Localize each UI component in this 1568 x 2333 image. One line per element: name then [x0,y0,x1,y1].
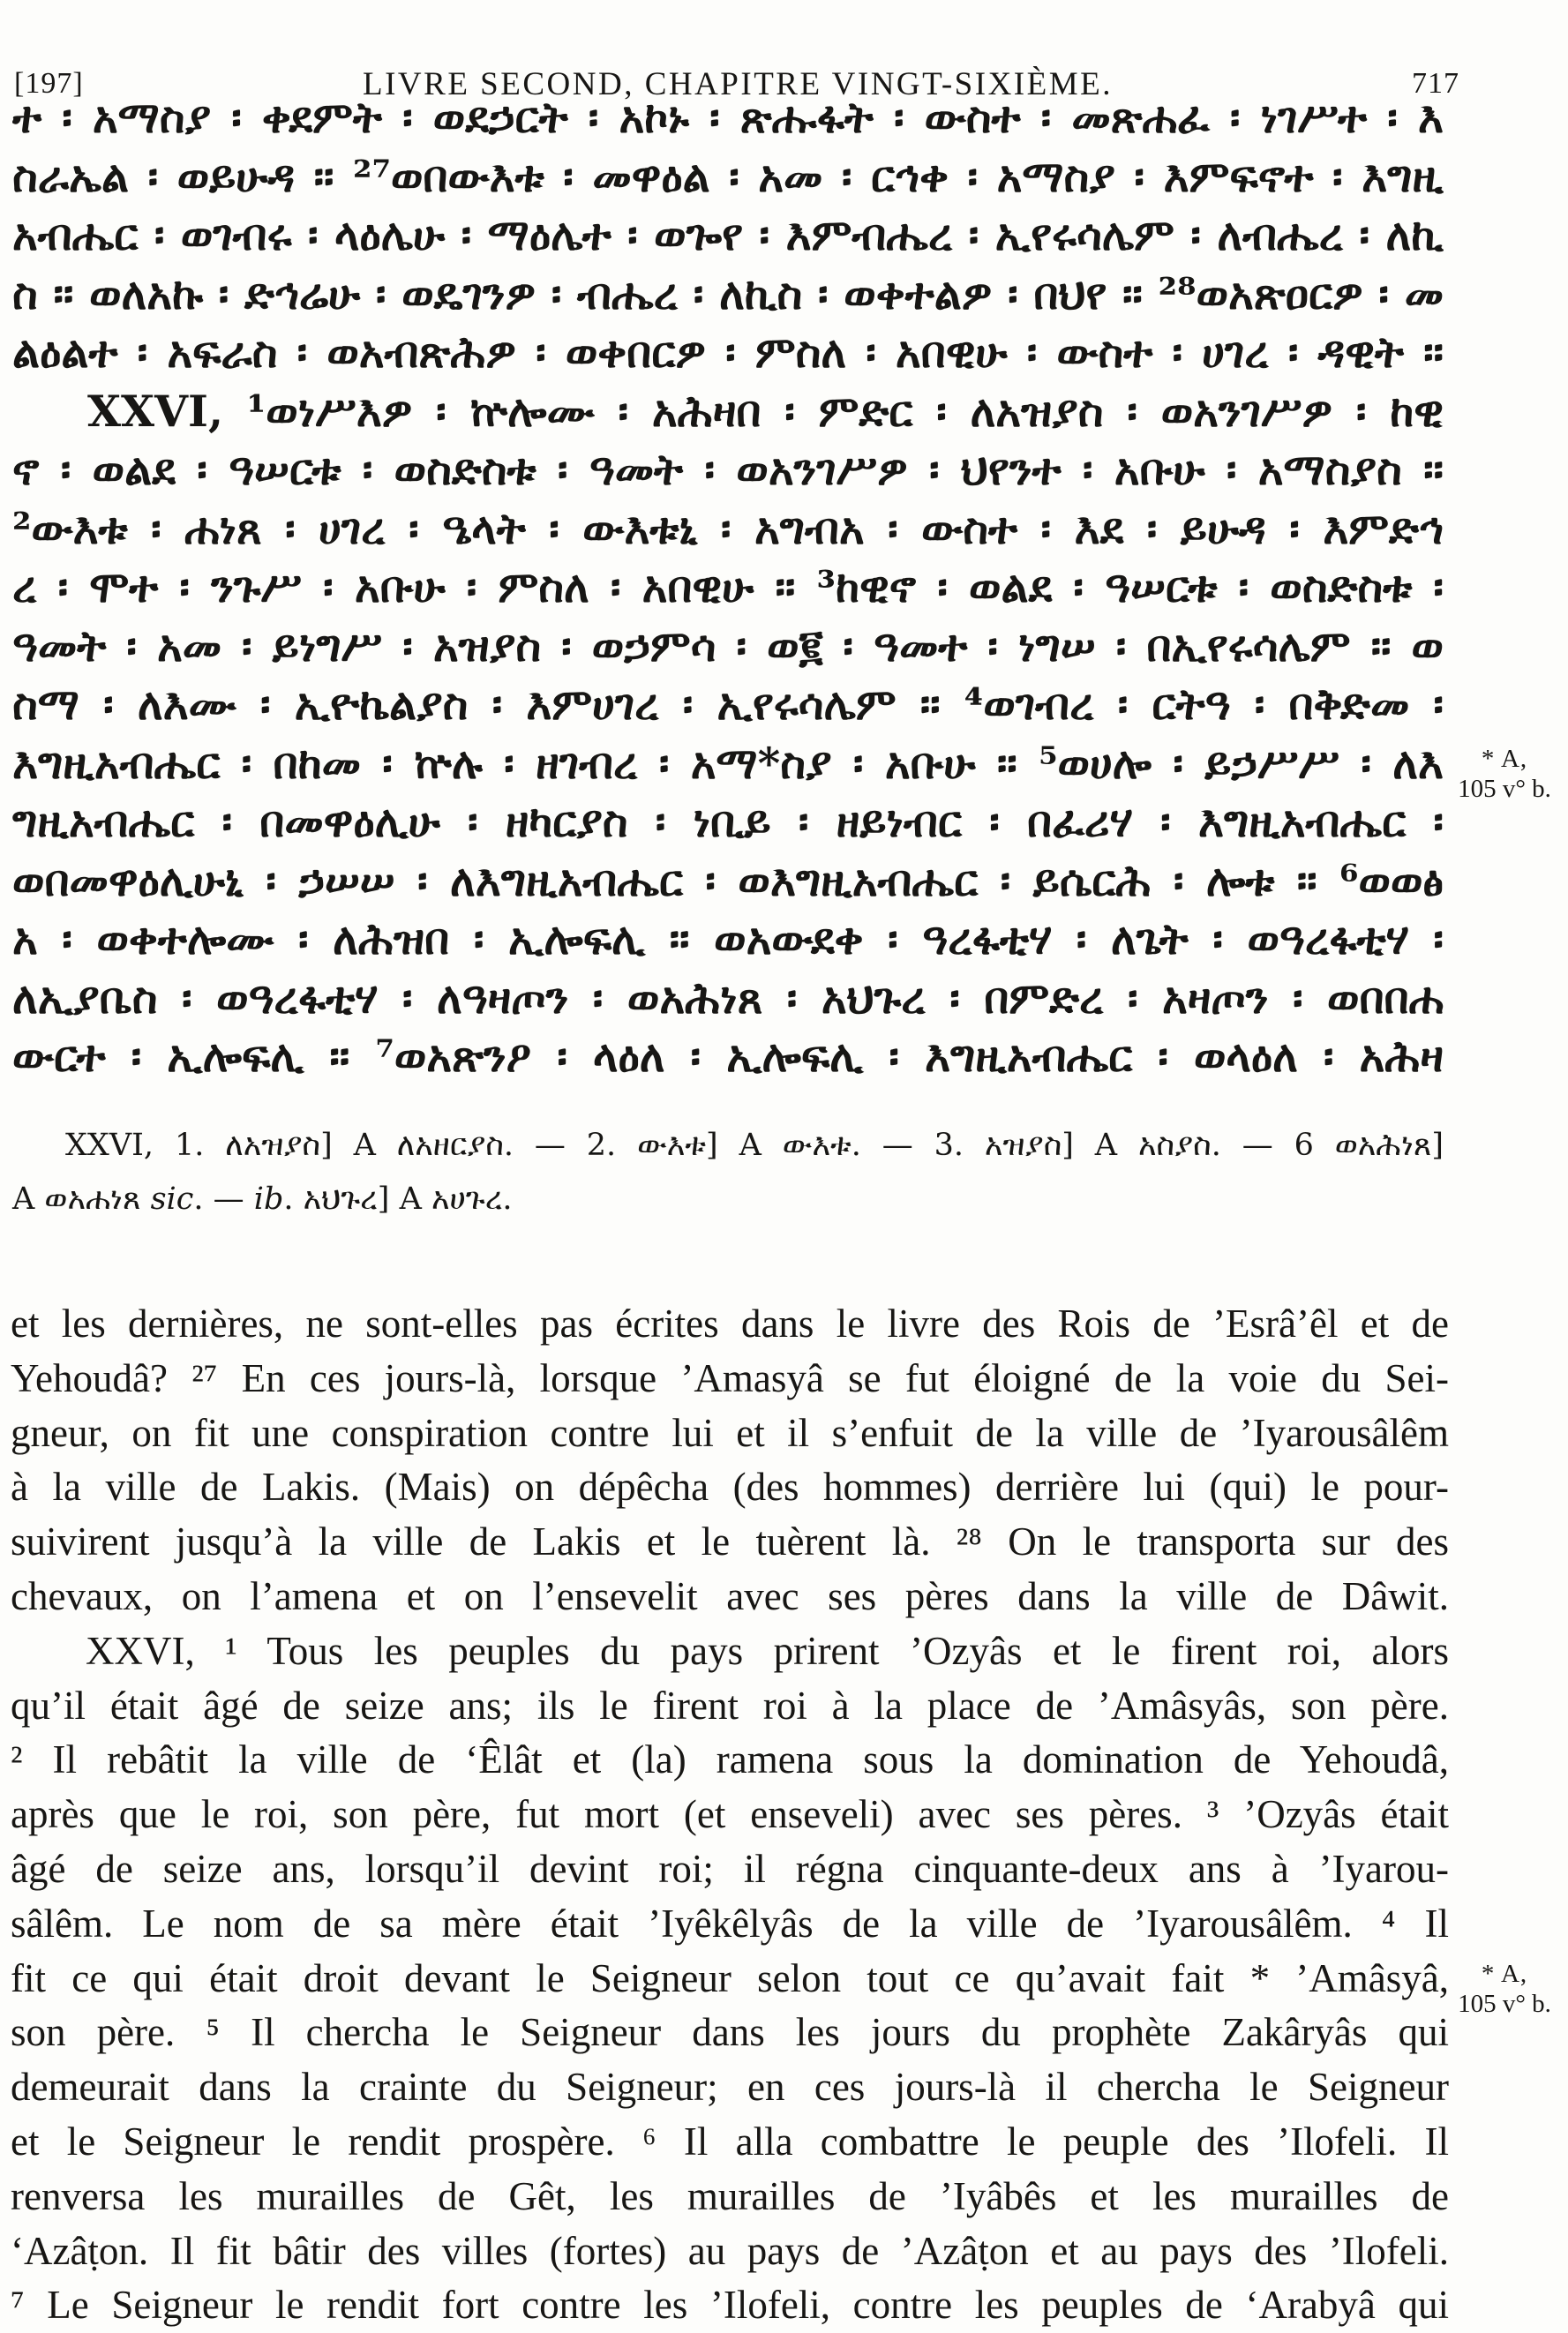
manuscript-siglum: * A, [1481,1960,1528,1988]
translation-line: Yehoudâ? ²⁷ En ces jours-là, lorsque ’Amasyâ se fut éloigné de la voie du Sei- [11,1355,1449,1400]
folio-reference: 105 v° b. [1458,775,1551,803]
geez-line: ልዕልተ ፡ አፍራስ ፡ ወአብጽሕዎ ፡ ወቀበርዎ ፡ ምስለ ፡ አበዊሁ ፡ ውስተ ፡ ሀገረ ፡ ዳዊት ። [12,326,1444,378]
french-translation-block [11,1297,1449,2333]
translation-line: son père. ⁵ Il chercha le Seigneur dans les jours du prophète Zakâryâs qui [11,2010,1449,2055]
translation-line: ‘Azâṭon. Il fit bâtir des villes (fortes) au pays de ’Azâṭon et au pays des ’Ilofeli. [11,2228,1449,2273]
geez-line: ግዚአብሔር ፡ በመዋዕሊሁ ፡ ዘካርያስ ፡ ነቢይ ፡ ዘይነብር ፡ በፈሪሃ ፡ እግዚአብሔር ፡ [12,796,1444,847]
translation-line: sâlêm. Le nom de sa mère était ’Iyêkêlyâs de la ville de ’Iyarousâlêm. ⁴ Il [11,1901,1449,1946]
geez-line: አ ፡ ወቀተሎሙ ፡ ለሕዝበ ፡ ኢሎፍሊ ። ወአውደቀ ፡ ዓረፋቲሃ ፡ ለጌት ፡ ወዓረፋቲሃ ፡ [12,913,1444,964]
apparatus-line: A ወአሐነጸ sic. — ib. አህጉረ] A አሀጉረ. [12,1182,513,1217]
translation-line: et les dernières, ne sont-elles pas écrites dans le livre des Rois de ’Esrâ’êl et de [11,1302,1449,1346]
translation-line: ⁷ Le Seigneur le rendit fort contre les ’Ilofeli, contre les peuples de ‘Arabyâ qui [11,2283,1449,2328]
translation-line: renversa les murailles de Gêt, les murailles de ’Iyâbês et les murailles de [11,2173,1449,2218]
page-number: 717 [1412,67,1459,100]
geez-line: ዓመት ፡ አመ ፡ ይነግሥ ፡ አዝያስ ፡ ወኃምሳ ፡ ወ፪ ፡ ዓመተ ፡ ነግሠ ፡ በኢየሩሳሌም ። ወ [12,619,1444,671]
translation-line: fit ce qui était droit devant le Seigneur selon tout ce qu’avait fait * ’Amâsyâ, [11,1955,1449,2000]
geez-line: ለኢያቤስ ፡ ወዓረፋቲሃ ፡ ለዓዛጦን ፡ ወአሕነጸ ፡ አህጉረ ፡ በምድረ ፡ አዛጦን ፡ ወበበሐ [12,971,1444,1024]
geez-line: ²ውእቱ ፡ ሐነጸ ፡ ሀገረ ፡ ዔላት ፡ ውእቱኒ ፡ አግብአ ፡ ውስተ ፡ እደ ፡ ይሁዳ ፡ እምድኅ [12,502,1444,554]
translation-line: après que le roi, son père, fut mort (et enseveli) avec ses pères. ³ ’Ozyâs était [11,1792,1449,1837]
folio-reference: 105 v° b. [1458,1990,1551,2018]
critical-apparatus [12,1119,1444,1227]
geez-line: ስ ። ወለአኩ ፡ ድኅሬሁ ፡ ወዴገንዎ ፡ ብሔረ ፡ ለኪስ ፡ ወቀተልዎ ፡ በህየ ። ²⁸ወአጽዐርዎ ፡ መ [12,267,1444,319]
translation-line: et le Seigneur le rendit prospère. ⁶ Il alla combattre le peuple des ’Ilofeli. Il [11,2119,1449,2164]
translation-line: demeurait dans la crainte du Seigneur; en ces jours-là il chercha le Seigneur [11,2065,1449,2110]
translation-line-chapter-start: XXVI, ¹ Tous les peuples du pays prirent ’Ozyâs et le firent roi, alors [86,1628,1449,1673]
geez-line: ስማ ፡ ለእሙ ፡ ኢዮኬልያስ ፡ እምሀገረ ፡ ኢየሩሳሌም ። ⁴ወገብረ ፡ ርትዓ ፡ በቅድመ ፡ [12,679,1444,730]
geez-line: ስራኤል ፡ ወይሁዳ ። ²⁷ወበውእቱ ፡ መዋዕል ፡ አመ ፡ ርኅቀ ፡ አማስያ ፡ እምፍኖተ ፡ እግዚ [12,150,1444,202]
geez-line-chapter-start: XXVI, ¹ወነሥእዎ ፡ ኵሎሙ ፡ አሕዛበ ፡ ምድር ፡ ለአዝያስ ፡ ወአንገሥዎ ፡ ከዊ [87,385,1444,437]
manuscript-siglum: * A, [1481,745,1528,773]
geez-line: ተ ፡ አማስያ ፡ ቀደምት ፡ ወደኃርት ፡ አኮኑ ፡ ጽሑፋት ፡ ውስተ ፡ መጽሐፈ ፡ ነገሥተ ፡ እ [12,92,1444,143]
geez-line: ወበመዋዕሊሁኒ ፡ ኃሠሠ ፡ ለእግዚአብሔር ፡ ወእግዚአብሔር ፡ ይሴርሕ ፡ ሎቱ ። ⁶ወወፅ [12,854,1444,906]
geez-line: አብሔር ፡ ወገብሩ ፡ ላዕሌሁ ፡ ማዕሌተ ፡ ወጐየ ፡ እምብሔረ ፡ ኢየሩሳሌም ፡ ለብሔረ ፡ ለኪ [12,209,1444,260]
translation-line: qu’il était âgé de seize ans; ils le firent roi à la place de ’Amâsyâs, son père. [11,1683,1449,1728]
translation-line: âgé de seize ans, lorsqu’il devint roi; il régna cinquante-deux ans à ’Iyarou- [11,1846,1449,1891]
geez-line: ኖ ፡ ወልደ ፡ ዓሠርቱ ፡ ወስድስቱ ፡ ዓመት ፡ ወአንገሥዎ ፡ ህየንተ ፡ አቡሁ ፡ አማስያስ ። [12,444,1444,495]
translation-line: chevaux, on l’amena et on l’ensevelit avec ses pères dans la ville de Dâwit. [11,1573,1449,1618]
margin-note-manuscript-ref [1440,1959,1568,2019]
translation-line: à la ville de Lakis. (Mais) on dépêcha (des hommes) derrière lui (qui) le pour- [11,1465,1449,1510]
apparatus-line: XXVI, 1. ለአዝያስ] A ለአዘርያስ. — 2. ውእቱ] A ውእቱ. — 3. አዝያስ] A አስያስ. — 6 ወአሕነጸ] [65,1128,1444,1163]
geez-line: ረ ፡ ሞተ ፡ ንጉሥ ፡ አቡሁ ፡ ምስለ ፡ አበዊሁ ። ³ከዊኖ ፡ ወልደ ፡ ዓሠርቱ ፡ ወስድስቱ ፡ [12,561,1444,612]
chapter-title: LIVRE SECOND, CHAPITRE VINGT-SIXIÈME. [363,66,1113,102]
geez-text-block [12,88,1444,1086]
section-bracket-number: [197] [14,67,84,100]
translation-line: gneur, on fit une conspiration contre lui et il s’enfuit de la ville de ’Iyarousâlêm [11,1410,1449,1455]
translation-line: suivirent jusqu’à la ville de Lakis et le tuèrent là. ²⁸ On le transporta sur des [11,1519,1449,1564]
geez-line: እግዚአብሔር ፡ በከመ ፡ ኵሉ ፡ ዘገብረ ፡ አማ*ስያ ፡ አቡሁ ። ⁵ወሀሎ ፡ ይኃሥሥ ፡ ለእ [12,737,1444,789]
margin-note-manuscript-ref [1440,744,1568,804]
geez-line: ውርተ ፡ ኢሎፍሊ ። ⁷ወአጽንዖ ፡ ላዕለ ፡ ኢሎፍሊ ፡ እግዚአብሔር ፡ ወላዕለ ፡ አሕዛ [12,1031,1444,1082]
translation-line: ² Il rebâtit la ville de ‘Êlât et (la) ramena sous la domination de Yehoudâ, [11,1737,1449,1782]
